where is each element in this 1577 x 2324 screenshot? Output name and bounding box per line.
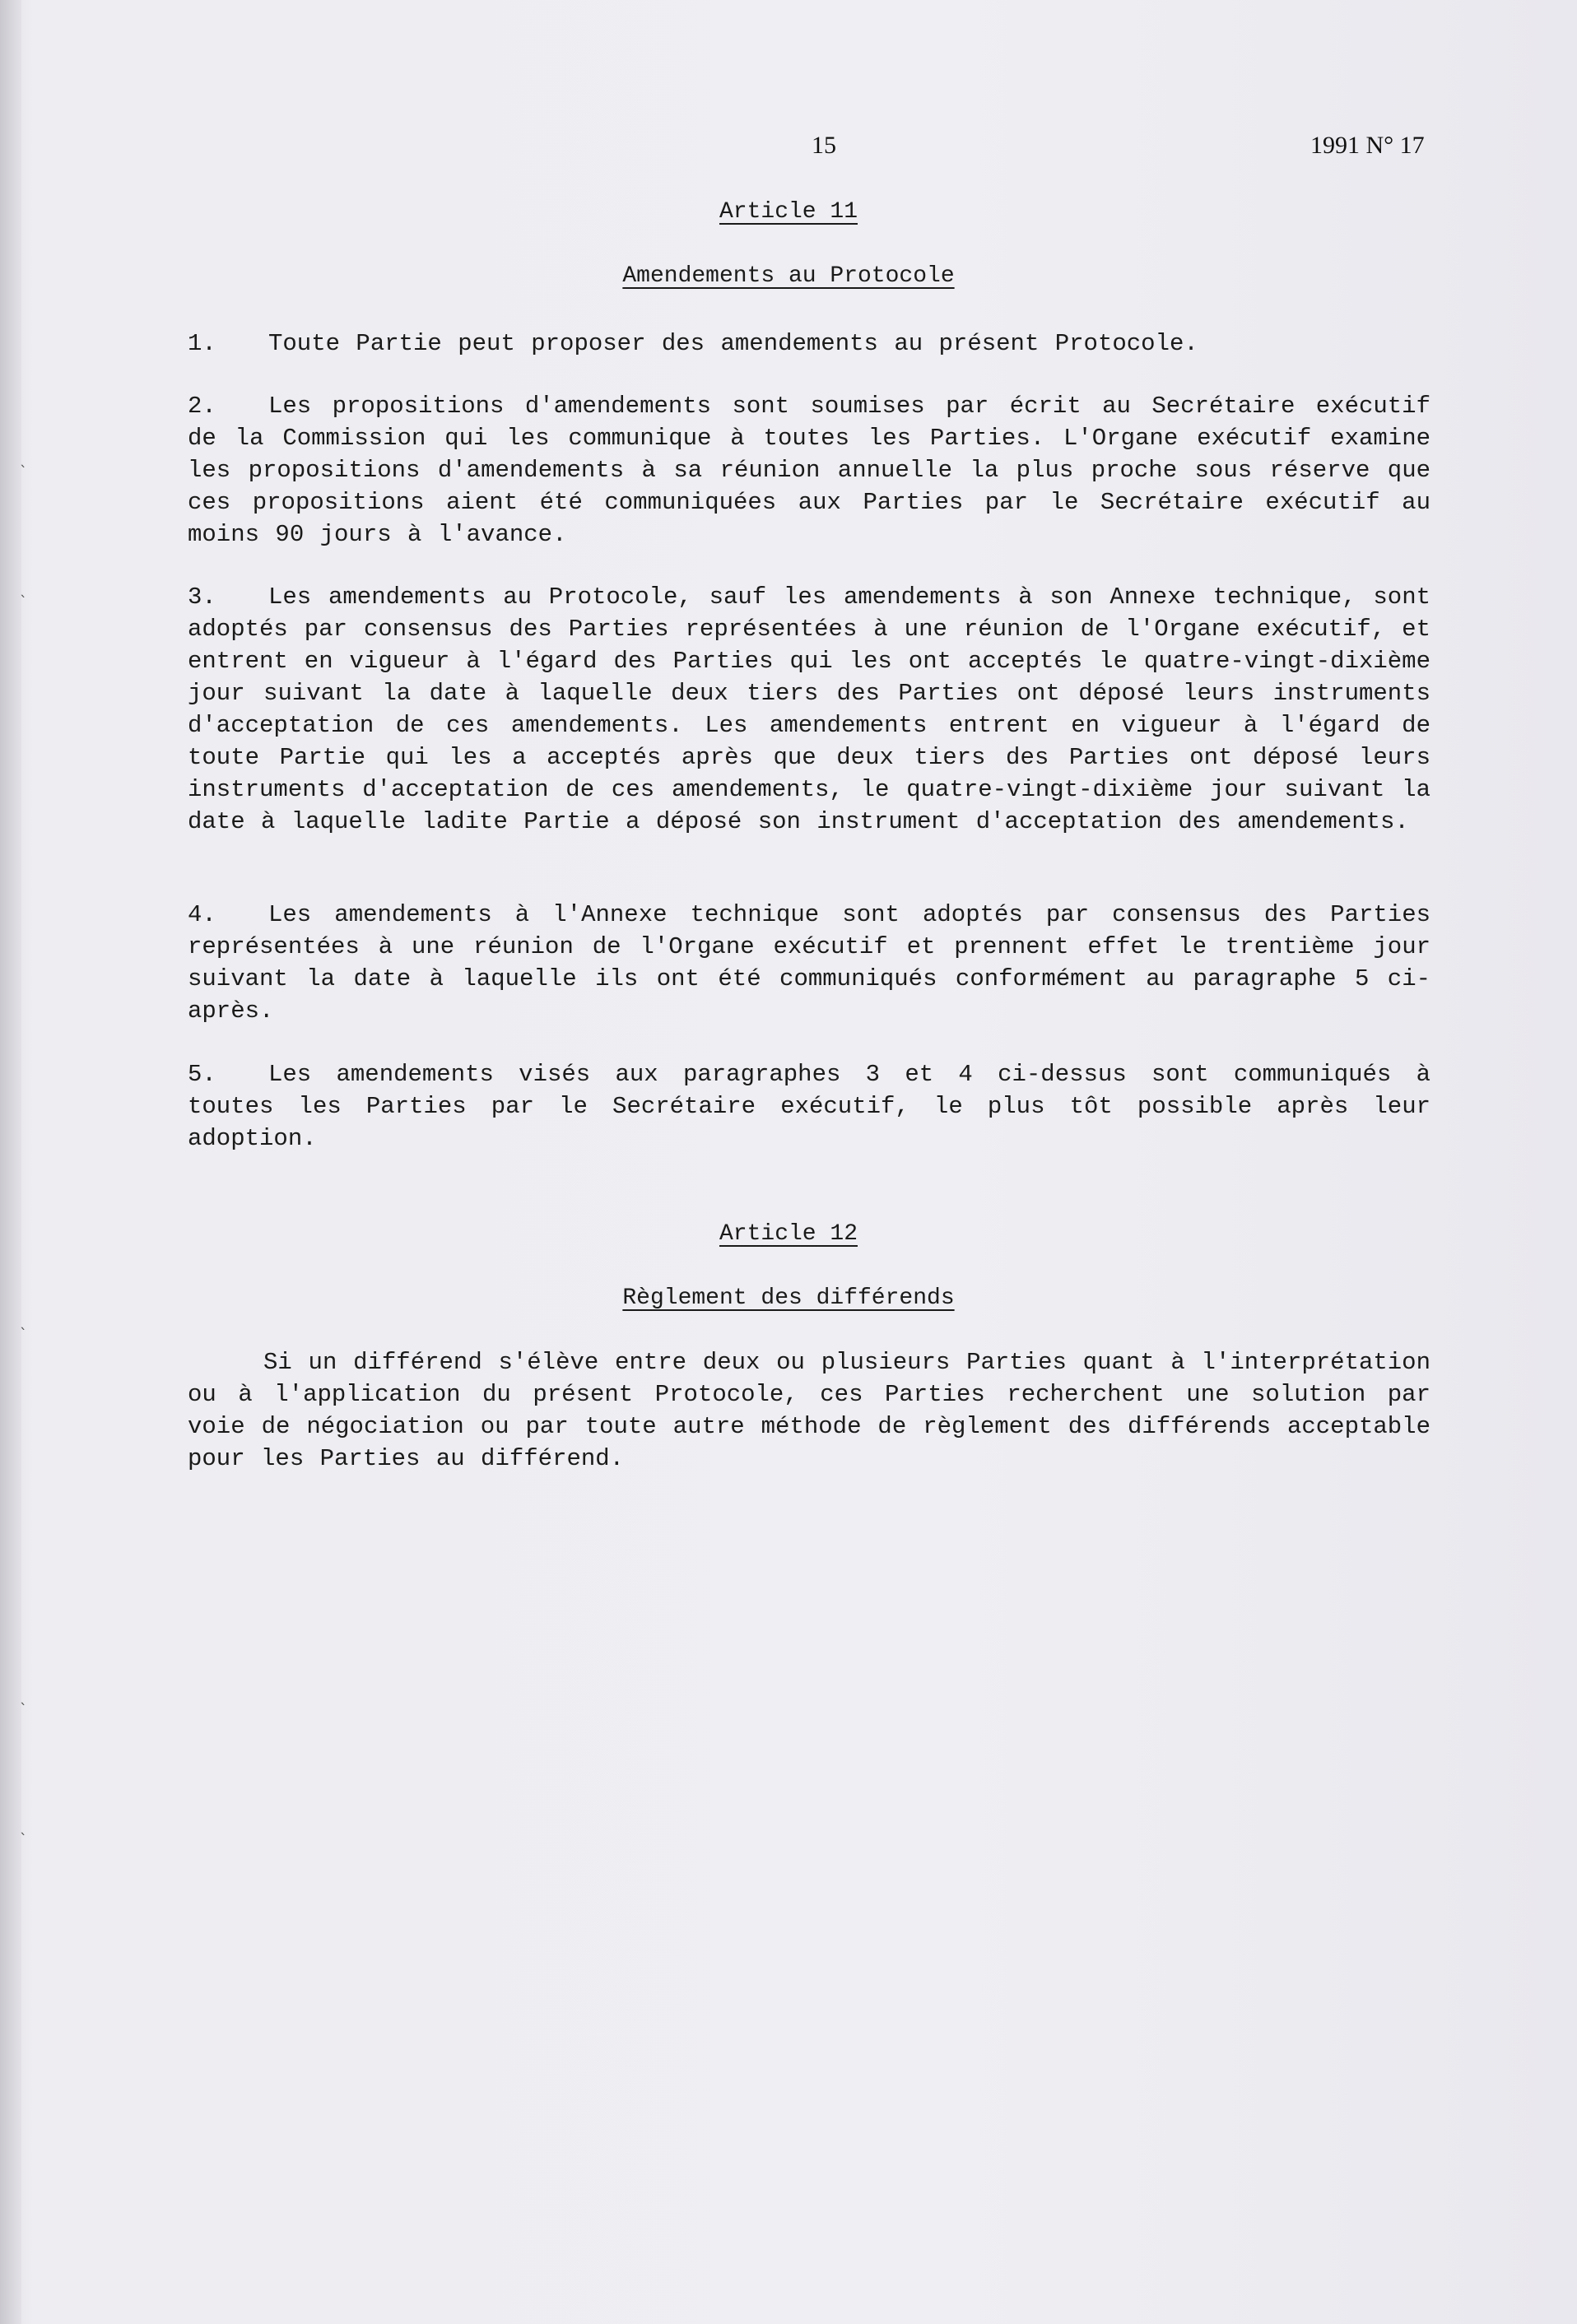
article-12-subheading: Règlement des différends — [622, 1285, 955, 1311]
article-11-subheading: Amendements au Protocole — [622, 263, 955, 289]
page-number: 15 — [812, 132, 836, 159]
margin-tick-mark: ˎ — [20, 581, 27, 598]
article-11-heading: Article 11 — [719, 199, 858, 225]
article-11-paragraph-4: 4. Les amendements à l'Annexe technique sont adoptés par consensus des Parties représentées à une réunion de l'Organe exécutif et prennent effet le trentième jour suivant la date à laquelle ils ont été communiqués conformément au paragraphe 5 ci-après. — [188, 901, 1430, 1025]
margin-tick-mark: ˎ — [20, 1819, 27, 1836]
margin-tick-mark: ˎ — [20, 1313, 27, 1331]
article-11-paragraph-2: 2. Les propositions d'amendements sont soumises par écrit au Secrétaire exécutif de la Commission qui les communique à toutes les Parties. L'Organe exécutif examine les propositions d'amendements à sa réunion annuelle la plus proche sous réserve que ces propositions aient été communiquées aux Parties par le Secrétaire exécutif au moins 90 jours à l'avance. — [188, 393, 1430, 548]
margin-tick-mark: ˎ — [20, 451, 27, 468]
binding-edge — [0, 0, 21, 2324]
article-12-heading: Article 12 — [719, 1221, 858, 1247]
article-11-paragraph-3: 3. Les amendements au Protocole, sauf les amendements à son Annexe technique, sont adoptés par consensus des Parties représentées à une réunion de l'Organe exécutif, et entrent en vigueur à l'égard des Parties qui les ont acceptés le quatre-vingt-dixième jour suivant la date à laquelle deux tiers des Parties ont déposé leurs instruments d'acceptation de ces amendements. Les amendements entrent en vigueur à l'égard de toute Partie qui les a acceptés après que deux tiers des Parties ont déposé leurs instruments d'acceptation de ces amendements, le quatre-vingt-dixième jour suivant la date à laquelle ladite Partie a déposé son instrument d'acceptation des amendements. — [188, 583, 1430, 835]
article-11-paragraph-1: 1. Toute Partie peut proposer des amendements au présent Protocole. — [188, 330, 1198, 357]
article-11-paragraph-5: 5. Les amendements visés aux paragraphes 3 et 4 ci-dessus sont communiqués à toutes les Parties par le Secrétaire exécutif, le plus tôt possible après leur adoption. — [188, 1061, 1430, 1152]
margin-tick-mark: ˎ — [20, 1689, 27, 1706]
gazette-reference: 1991 N° 17 — [1310, 132, 1425, 159]
article-12-paragraph: Si un différend s'élève entre deux ou plusieurs Parties quant à l'interprétation ou à l'application du présent Protocole, ces Parties recherchent une solution par voie de négociation ou par toute autre méthode de règlement des différends acceptable pour les Parties au différend. — [188, 1349, 1430, 1472]
